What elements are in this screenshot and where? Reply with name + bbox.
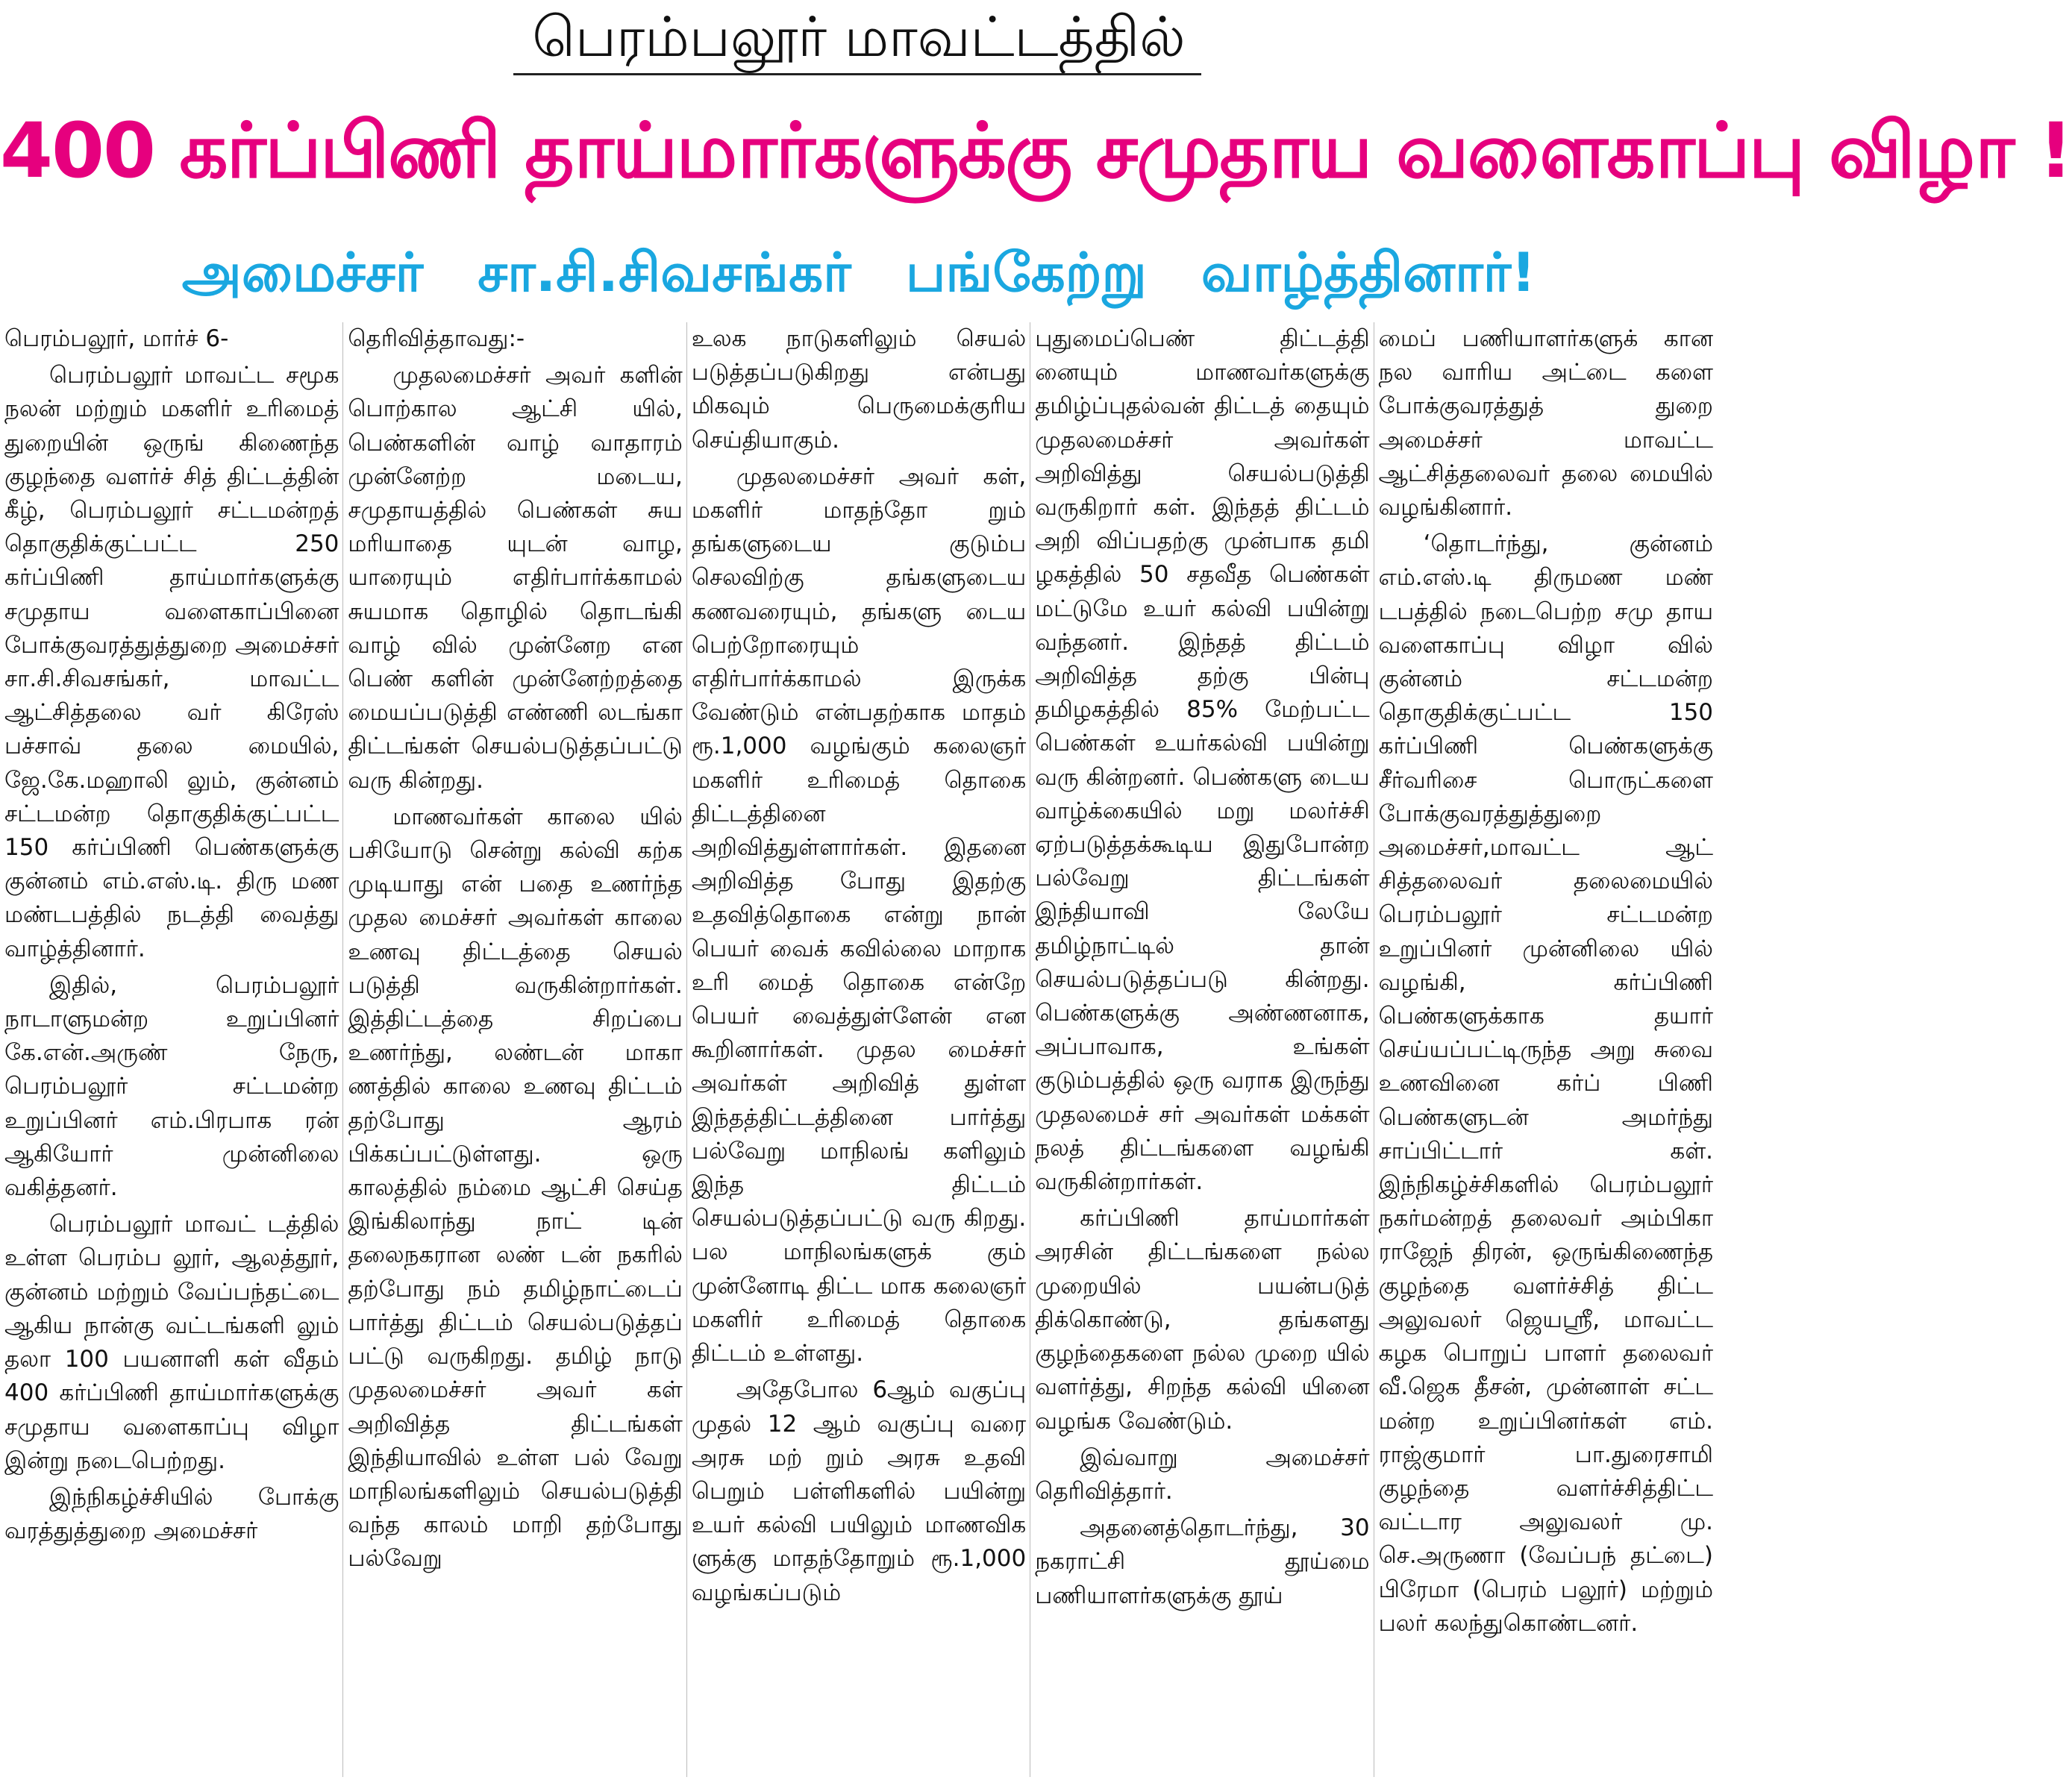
paragraph: மைப் பணியாளர்களுக் கான நல வாரிய அட்டை களை போக்குவரத்துத் துறை அமைச்சர் மாவட்ட ஆட்சித்தலைவர் தலை மையில் வழங்கினார். (1378, 325, 1714, 521)
paragraph: பெரம்பலூர் மாவட் டத்தில் உள்ள பெரம்ப லூர், ஆலத்தூர், குன்னம் மற்றும் வேப்பந்தட்டை ஆகிய நான்கு வட்டங்களி லும் தலா 100 பயனாளி கள் வீதம் 400 கர்ப்பிணி தாய்மார்களுக்கு சமுதாய வளைகாப்பு விழா இன்று நடைபெற்றது. (4, 1211, 339, 1474)
article-column-4 (1035, 322, 1369, 1777)
paragraph: தெரிவித்தாவது:- (348, 325, 525, 352)
paragraph: இதில், பெரம்பலூர் நாடாளுமன்ற உறுப்பினர் கே.என்.அருண் நேரு, பெரம்பலூர் சட்டமன்ற உறுப்பினர் எம்.பிரபாக ரன் ஆகியோர் முன்னிலை வகித்தனர். (4, 971, 339, 1202)
subheadline: அமைச்சர் சா.சி.சிவசங்கர் பங்கேற்று வாழ்த்தினார்! (181, 241, 1536, 304)
article-column-2 (348, 322, 682, 1777)
article-column-1 (4, 322, 339, 1777)
kicker-title: பெரம்பலூர் மாவட்டத்தில் (532, 5, 1186, 69)
paragraph: புதுமைப்பெண் திட்டத்தி னையும் மாணவர்களுக்கு தமிழ்ப்புதல்வன் திட்டத் தையும் முதலமைச்சர் அவர்கள் அறிவித்து செயல்படுத்தி வருகிறார் கள். இந்தத் திட்டம் அறி விப்பதற்கு முன்பாக தமி ழகத்தில் 50 சதவீத பெண்கள் மட்டுமே உயர் கல்வி பயின்று வந்தனர். இந்தத் திட்டம் அறிவித்த தற்கு பின்பு தமிழகத்தில் 85% மேற்பட்ட பெண்கள் உயர்கல்வி பயின்று வரு கின்றனர். பெண்களு டைய வாழ்க்கையில் மறு மலர்ச்சி ஏற்படுத்தக்கூடிய இதுபோன்ற பல்வேறு திட்டங்கள் இந்தியாவி லேயே தமிழ்நாட்டில் தான் செயல்படுத்தப்படு கின்றது. பெண்களுக்கு அண்ணனாக, அப்பாவாக, உங்கள் குடும்பத்தில் ஒரு வராக இருந்து முதலமைச் சர் அவர்கள் மக்கள் நலத் திட்டங்களை வழங்கி வருகின்றார்கள். (1035, 325, 1370, 1196)
kicker-underline (513, 73, 1201, 75)
dateline: பெரம்பலூர், மார்ச் 6- (4, 325, 229, 352)
paragraph: முதலமைச்சர் அவர் கள், மகளிர் மாதந்தோ றும் தங்களுடைய குடும்ப செலவிற்கு தங்களுடைய கணவரையும், தங்களு டைய பெற்றோரையும் எதிர்பார்க்காமல் இருக்க வேண்டும் என்பதற்காக மாதம் ரூ.1,000 வழங்கும் கலைஞர் மகளிர் உரிமைத் தொகை திட்டத்தினை அறிவித்துள்ளார்கள். இதனை அறிவித்த போது இதற்கு உதவித்தொகை என்று நான் பெயர் வைக் கவில்லை மாறாக உரி மைத் தொகை என்றே பெயர் வைத்துள்ளேன் என கூறினார்கள். முதல மைச்சர் அவர்கள் அறிவித் துள்ள இந்தத்திட்டத்தினை பார்த்து பல்வேறு மாநிலங் களிலும் இந்த திட்டம் செயல்படுத்தப்பட்டு வரு கிறது. பல மாநிலங்களுக் கும் முன்னோடி திட்ட மாக கலைஞர் மகளிர் உரிமைத் தொகை திட்டம் உள்ளது. (691, 463, 1027, 1367)
headline: 400 கர்ப்பிணி தாய்மார்களுக்கு சமுதாய வளைகாப்பு விழா ! (0, 107, 2072, 195)
article-column-5 (1379, 322, 1713, 1777)
article-body (4, 322, 1713, 1777)
paragraph: மாணவர்கள் காலை யில் பசியோடு சென்று கல்வி கற்க முடியாது என் பதை உணர்ந்த முதல மைச்சர் அவர்கள் காலை உணவு திட்டத்தை செயல் படுத்தி வருகின்றார்கள். இத்திட்டத்தை சிறப்பை உணர்ந்து, லண்டன் மாகா ணத்தில் காலை உணவு திட்டம் தற்போது ஆரம் பிக்கப்பட்டுள்ளது. ஒரு காலத்தில் நம்மை ஆட்சி செய்த இங்கிலாந்து நாட் டின் தலைநகரான லண் டன் நகரில் தற்போது நம் தமிழ்நாட்டைப் பார்த்து திட்டம் செயல்படுத்தப் பட்டு வருகிறது. தமிழ் நாடு முதலமைச்சர் அவர் கள் அறிவித்த திட்டங்கள் இந்தியாவில் உள்ள பல் வேறு மாநிலங்களிலும் செயல்படுத்தி வந்த காலம் மாறி தற்போது பல்வேறு (348, 803, 683, 1573)
paragraph: இந்நிகழ்ச்சியில் போக்கு வரத்துத்துறை அமைச்சர் (4, 1483, 339, 1545)
paragraph: கர்ப்பிணி தாய்மார்கள் அரசின் திட்டங்களை நல்ல முறையில் பயன்படுத் திக்கொண்டு, தங்களது குழந்தைகளை நல்ல முறை யில் வளர்த்து, சிறந்த கல்வி யினை வழங்க வேண்டும். (1035, 1205, 1370, 1435)
article-column-3 (692, 322, 1026, 1777)
paragraph: ‘தொடர்ந்து, குன்னம் எம்.எஸ்.டி திருமண மண் டபத்தில் நடைபெற்ற சமு தாய வளைகாப்பு விழா வில் குன்னம் சட்டமன்ற தொகுதிக்குட்பட்ட 150 கர்ப்பிணி பெண்களுக்கு சீர்வரிசை பொருட்களை போக்குவரத்துத்துறை அமைச்சர்,மாவட்ட ஆட் சித்தலைவர் தலைமையில் பெரம்பலூர் சட்டமன்ற உறுப்பினர் முன்னிலை யில் வழங்கி, கர்ப்பிணி பெண்களுக்காக தயார் செய்யப்பட்டிருந்த அறு சுவை உணவினை கர்ப் பிணி பெண்களுடன் அமர்ந்து சாப்பிட்டார் கள். இந்நிகழ்ச்சிகளில் பெரம்பலூர் நகர்மன்றத் தலைவர் அம்பிகா ராஜேந் திரன், ஒருங்கிணைந்த குழந்தை வளர்ச்சித் திட்ட அலுவலர் ஜெயஸ்ரீ, மாவட்ட கழக பொறுப் பாளர் தலைவர் வீ.ஜெக தீசன், முன்னாள் சட்ட மன்ற உறுப்பினர்கள் எம். ராஜ்குமார் பா.துரைசாமி குழந்தை வளர்ச்சித்திட்ட வட்டார அலுவலர் மு. செ.அருணா (வேப்பந் தட்டை) பிரேமா (பெரம் பலூர்) மற்றும் பலர் கலந்துகொண்டனர். (1378, 530, 1714, 1637)
paragraph: இவ்வாறு அமைச்சர் தெரிவித்தார். (1035, 1444, 1370, 1505)
paragraph: உலக நாடுகளிலும் செயல் படுத்தப்படுகிறது என்பது மிகவும் பெருமைக்குரிய செய்தியாகும். (691, 325, 1027, 454)
paragraph: முதலமைச்சர் அவர் களின் பொற்கால ஆட்சி யில், பெண்களின் வாழ் வாதாரம் முன்னேற்ற மடைய, சமுதாயத்தில் பெண்கள் சுய மரியாதை யுடன் வாழ, யாரையும் எதிர்பார்க்காமல் சுயமாக தொழில் தொடங்கி வாழ் வில் முன்னேற என பெண் களின் முன்னேற்றத்தை மையப்படுத்தி எண்ணி லடங்கா திட்டங்கள் செயல்படுத்தப்பட்டு வரு கின்றது. (348, 362, 683, 794)
paragraph: அதேபோல 6ஆம் வகுப்பு முதல் 12 ஆம் வகுப்பு வரை அரசு மற் றும் அரசு உதவி பெறும் பள்ளிகளில் பயின்று உயர் கல்வி பயிலும் மாணவிக ளுக்கு மாதந்தோறும் ரூ.1,000 வழங்கப்படும் (691, 1376, 1027, 1606)
paragraph: அதனைத்தொடர்ந்து, 30 நகராட்சி தூய்மை பணியாளர்களுக்கு தூய் (1035, 1514, 1370, 1609)
paragraph: பெரம்பலூர் மாவட்ட சமூக நலன் மற்றும் மகளிர் உரிமைத் துறையின் ஒருங் கிணைந்த குழந்தை வளர்ச் சித் திட்டத்தின் கீழ், பெரம்பலூர் சட்டமன்றத் தொகுதிக்குட்பட்ட 250 கர்ப்பிணி தாய்மார்களுக்கு சமுதாய வளைகாப்பினை போக்குவரத்துத்துறை அமைச்சர் சா.சி.சிவசங்கர், மாவட்ட ஆட்சித்தலை வர் கிரேஸ் பச்சாவ் தலை மையில், ஜே.கே.மஹாலி லும், குன்னம் சட்டமன்ற தொகுதிக்குட்பட்ட 150 கர்ப்பிணி பெண்களுக்கு குன்னம் எம்.எஸ்.டி. திரு மண மண்டபத்தில் நடத்தி வைத்து வாழ்த்தினார். (4, 362, 339, 962)
